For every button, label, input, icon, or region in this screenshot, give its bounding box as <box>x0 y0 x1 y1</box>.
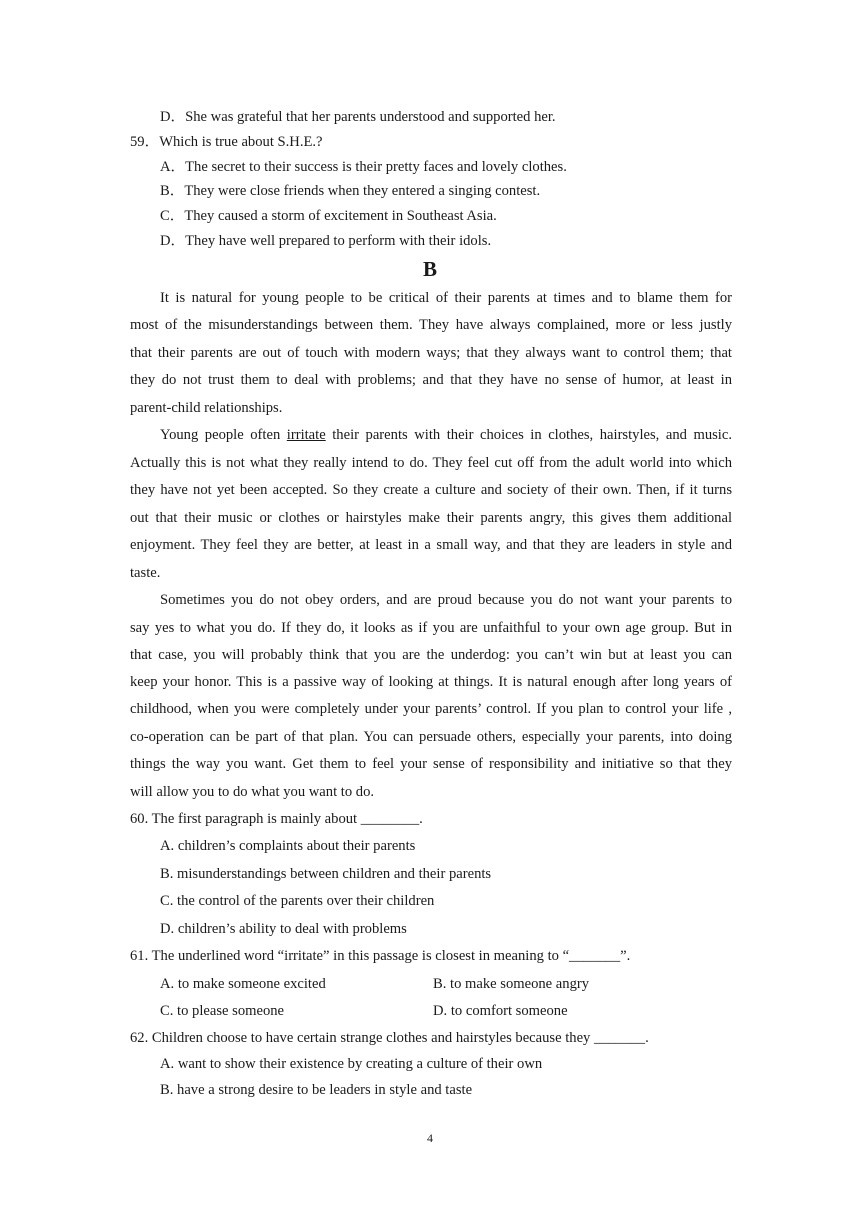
q59-option-a: A．The secret to their success is their pretty faces and lovely clothes. <box>160 159 567 175</box>
q61-question: 61. The underlined word “irritate” in this passage is closest in meaning to “_______”. <box>130 948 631 964</box>
p3-line: childhood, when you were completely under your parents’ control. If you plan to control your life , <box>130 701 732 717</box>
p2-line: taste. <box>130 565 161 581</box>
p2-text-before: Young people often <box>160 427 287 443</box>
section-heading: B <box>422 257 437 281</box>
q60-option-b: B. misunderstandings between children and their parents <box>160 866 492 882</box>
p3-line: co-operation can be part of that plan. You can persuade others, especially your parents, into doing <box>130 729 732 745</box>
q59-option-d: D．They have well prepared to perform with their idols. <box>160 233 492 249</box>
p1-line: It is natural for young people to be critical of their parents at times and to blame them for <box>160 290 732 306</box>
underlined-word-irritate: irritate <box>286 427 326 443</box>
q62-question: 62. Children choose to have certain strange clothes and hairstyles because they _______. <box>130 1030 649 1046</box>
p3-line: things the way you want. Get them to feel your sense of responsibility and initiative so that they <box>130 756 732 772</box>
p3-line: that case, you will probably think that you are the underdog: you can’t win but at least you can <box>130 647 732 663</box>
p2-first-line <box>160 425 732 445</box>
p3-line: will allow you to do what you want to do. <box>130 784 375 800</box>
p2-line: they have not yet been accepted. So they create a culture and society of their own. Then, if it turns <box>130 482 732 498</box>
q59-option-c: C．They caused a storm of excitement in Southeast Asia. <box>160 208 497 224</box>
q61-option-d: D. to comfort someone <box>433 1003 568 1019</box>
p2-line: out that their music or clothes or hairstyles make their parents angry, this gives them additional <box>130 510 732 526</box>
page-number: 4 <box>427 1131 433 1145</box>
p1-line: parent-child relationships. <box>130 400 283 416</box>
q58-option-d: D．She was grateful that her parents understood and supported her. <box>160 109 556 125</box>
p3-line: keep your honor. This is a passive way of looking at things. It is natural enough after long years of <box>130 674 732 690</box>
p3-line: Sometimes you do not obey orders, and are proud because you do not want your parents to <box>160 592 732 608</box>
q61-option-b: B. to make someone angry <box>433 976 590 992</box>
p2-line: enjoyment. They feel they are better, at least in a small way, and that they are leaders in style and <box>130 537 732 553</box>
q62-option-a: A. want to show their existence by creating a culture of their own <box>160 1056 543 1072</box>
q59-question: 59．Which is true about S.H.E.? <box>130 134 323 150</box>
p3-line: say yes to what you do. If they do, it looks as if you are unfaithful to your own age group. But in <box>130 620 732 636</box>
q59-option-b: B．They were close friends when they entered a singing contest. <box>160 183 541 199</box>
q60-option-a: A. children’s complaints about their parents <box>160 838 416 854</box>
p2-line: Actually this is not what they really intend to do. They feel cut off from the adult world into which <box>130 455 732 471</box>
q60-question: 60. The first paragraph is mainly about ________. <box>130 811 423 827</box>
q60-option-d: D. children’s ability to deal with problems <box>160 921 407 937</box>
q61-option-a: A. to make someone excited <box>160 976 326 992</box>
p2-text-after: their parents with their choices in clothes, hairstyles, and music. <box>325 427 732 443</box>
q60-option-c: C. the control of the parents over their children <box>160 893 435 909</box>
q62-option-b: B. have a strong desire to be leaders in style and taste <box>160 1082 473 1098</box>
p1-line: they do not trust them to deal with problems; and that they have no sense of humor, at least in <box>130 372 732 388</box>
p1-line: that their parents are out of touch with modern ways; that they always want to control them; that <box>130 345 732 361</box>
p1-line: most of the misunderstandings between them. They have always complained, more or less justly <box>130 317 732 333</box>
q61-option-c: C. to please someone <box>160 1003 285 1019</box>
